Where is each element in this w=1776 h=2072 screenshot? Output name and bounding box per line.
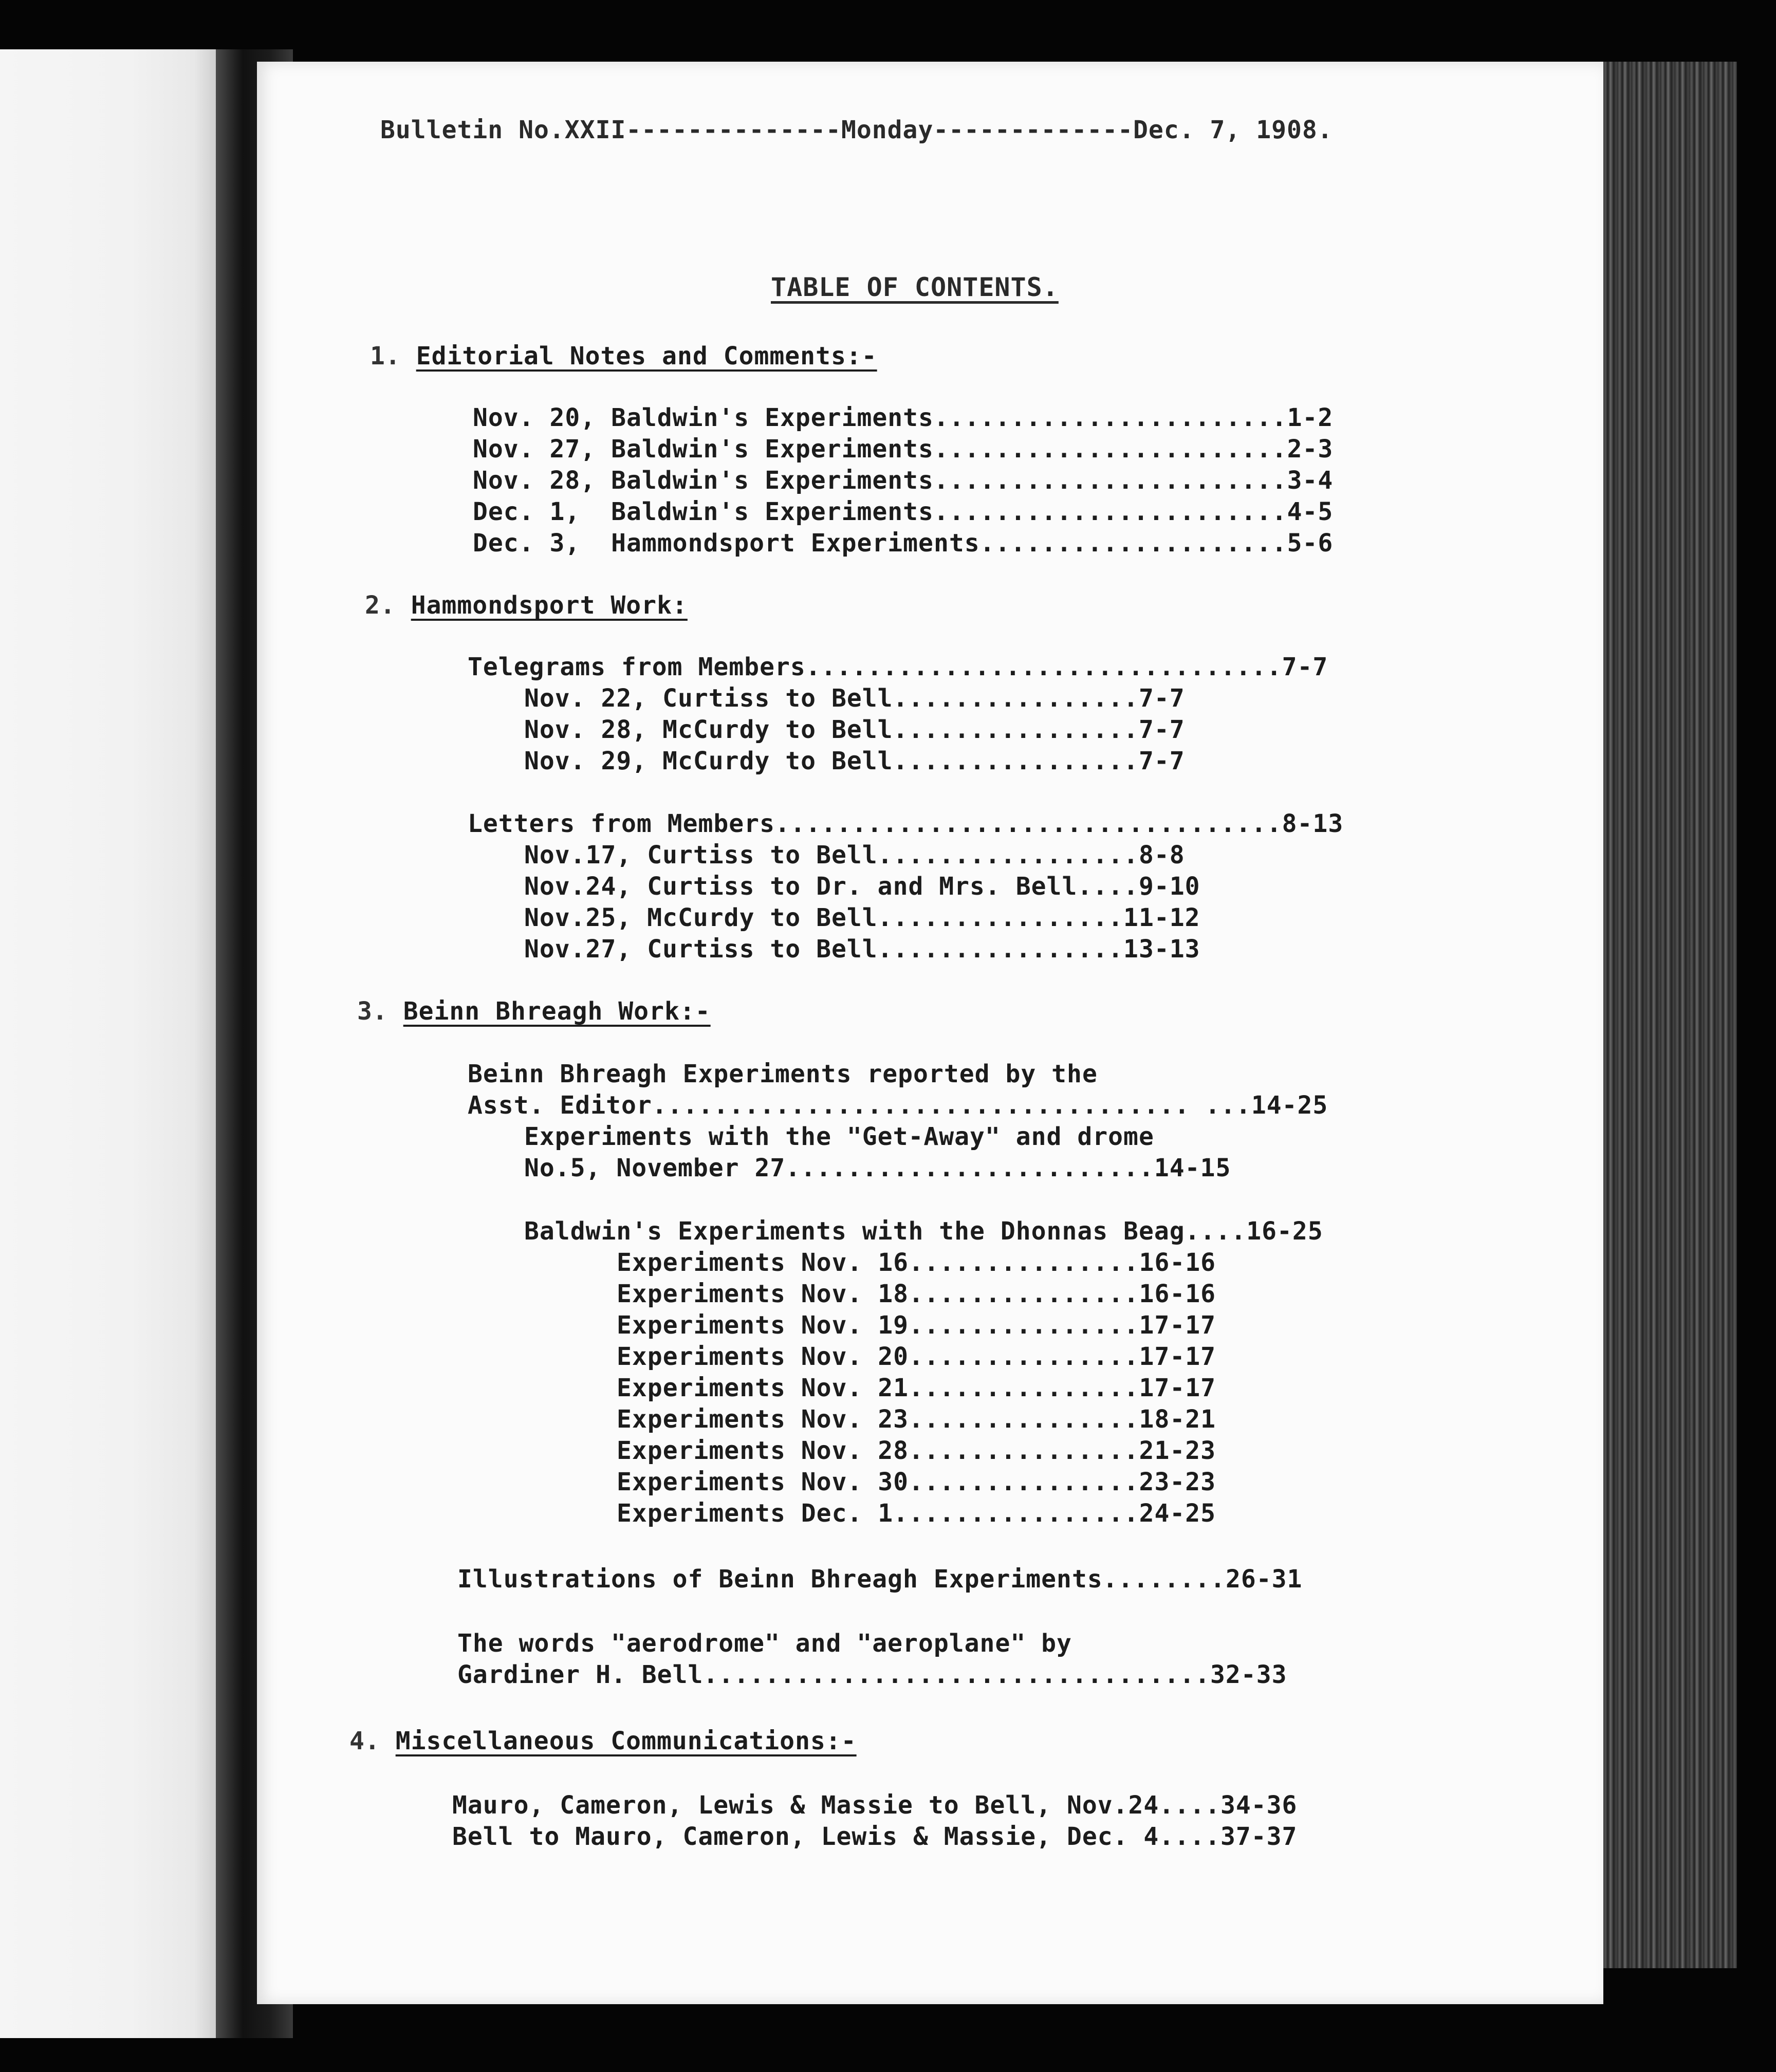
entry-text: Illustrations of Beinn Bhreagh Experiments. (457, 1565, 1118, 1594)
left-facing-page (0, 49, 216, 2038)
toc-entry (468, 653, 1328, 681)
toc-entry (468, 1091, 1328, 1120)
page-range: 11-12 (1123, 903, 1200, 932)
entry-text: Experiments Nov. 30. (617, 1468, 924, 1496)
dot-leader: ............... (909, 1499, 1139, 1528)
page-range: 5-6 (1287, 529, 1334, 558)
toc-subsubentry (617, 1311, 1216, 1340)
toc-subentry (524, 747, 1185, 775)
dot-leader: .............. (923, 1468, 1139, 1496)
dot-leader: ................ (893, 841, 1139, 869)
entry-text: Experiments Nov. 20. (617, 1342, 924, 1371)
page-range: 16-16 (1139, 1248, 1216, 1277)
toc-subsubentry (617, 1499, 1216, 1528)
dot-leader: .................................. ... (667, 1091, 1251, 1120)
entry-text: Experiments Nov. 16. (617, 1248, 924, 1277)
entry-text: Baldwin's Experiments with the Dhonnas Beag. (524, 1217, 1200, 1246)
section-heading (365, 591, 688, 620)
toc-subsubentry (617, 1374, 1216, 1402)
dot-leader: ...................... (949, 435, 1287, 464)
page-range: 16-25 (1246, 1217, 1323, 1246)
toc-entry (473, 497, 1333, 526)
dot-leader: ............... (893, 935, 1124, 964)
entry-text: Nov. 28, Baldwin's Experiments. (473, 466, 949, 495)
dot-leader: ............... (908, 747, 1139, 775)
toc-subsubentry (617, 1248, 1216, 1277)
section-title: Beinn Bhreagh Work:- (403, 997, 711, 1026)
toc-subentry (524, 715, 1185, 744)
entry-text: Nov.17, Curtiss to Bell. (524, 841, 893, 869)
dot-leader: .............. (923, 1405, 1139, 1434)
toc-subentry-line: Experiments with the "Get-Away" and drome (524, 1122, 1154, 1151)
toc-subsubentry (617, 1405, 1216, 1434)
page-range: 23-23 (1139, 1468, 1216, 1496)
dot-leader: ............... (908, 684, 1139, 713)
section-title: Editorial Notes and Comments:- (416, 342, 877, 371)
entry-text: Nov. 27, Baldwin's Experiments. (473, 435, 949, 464)
entry-text: Dec. 3, Hammondsport Experiments. (473, 529, 995, 558)
dot-leader: ...................... (949, 466, 1287, 495)
toc-entry (473, 435, 1333, 464)
entry-text: Nov.25, McCurdy to Bell. (524, 903, 893, 932)
entry-text: Nov.27, Curtiss to Bell. (524, 935, 893, 964)
dot-leader: ................................ (790, 809, 1282, 838)
toc-subentry (524, 684, 1185, 713)
entry-text: Mauro, Cameron, Lewis & Massie to Bell, Nov.24. (452, 1791, 1175, 1820)
section-title: Miscellaneous Communications:- (395, 1727, 857, 1755)
section-number: 2. (365, 591, 396, 620)
section-heading (357, 997, 711, 1026)
toc-subentry (524, 935, 1200, 964)
entry-text: Telegrams from Members. (468, 653, 821, 681)
page-range: 14-15 (1154, 1154, 1231, 1182)
page-range: 8-8 (1138, 841, 1185, 869)
entry-text: Nov. 22, Curtiss to Bell. (524, 684, 909, 713)
dot-leader: .............. (923, 1311, 1139, 1340)
toc-subentry (524, 1154, 1231, 1182)
toc-entry-line: The words "aerodrome" and "aeroplane" by (457, 1629, 1072, 1658)
page-range: 18-21 (1139, 1405, 1216, 1434)
dot-leader: ....................... (801, 1154, 1154, 1182)
page-range: 37-37 (1220, 1822, 1298, 1851)
section-number: 3. (357, 997, 388, 1026)
page-range: 17-17 (1139, 1311, 1216, 1340)
section-heading (349, 1727, 857, 1755)
entry-text: Experiments Dec. 1. (617, 1499, 909, 1528)
entry-text: No.5, November 27. (524, 1154, 801, 1182)
page-range: 34-36 (1220, 1791, 1298, 1820)
toc-subsubentry (617, 1468, 1216, 1496)
entry-text: Nov. 28, McCurdy to Bell. (524, 715, 909, 744)
page-range: 26-31 (1225, 1565, 1303, 1594)
toc-entry (473, 403, 1333, 432)
page-range: 7-7 (1138, 747, 1185, 775)
toc-subentry (524, 841, 1185, 869)
toc-entry (457, 1660, 1287, 1689)
entry-text: Nov. 29, McCurdy to Bell. (524, 747, 909, 775)
toc-entry-line: Beinn Bhreagh Experiments reported by the (468, 1060, 1098, 1088)
dot-leader: ....... (1118, 1565, 1226, 1594)
dot-leader: .............. (923, 1248, 1139, 1277)
page-range: 17-17 (1139, 1374, 1216, 1402)
entry-text: Dec. 1, Baldwin's Experiments. (473, 497, 949, 526)
page-range: 24-25 (1139, 1499, 1216, 1528)
section-title: Hammondsport Work: (411, 591, 688, 620)
dot-leader: .............. (923, 1280, 1139, 1308)
entry-text: Experiments Nov. 28. (617, 1436, 924, 1465)
toc-entry (473, 466, 1333, 495)
entry-text: Experiments Nov. 21. (617, 1374, 924, 1402)
page-range: 13-13 (1123, 935, 1200, 964)
page-range: 9-10 (1138, 872, 1200, 901)
page-range: 3-4 (1287, 466, 1334, 495)
dot-leader: .............. (923, 1436, 1139, 1465)
toc-entry (457, 1565, 1302, 1594)
dot-leader: ... (1174, 1822, 1220, 1851)
entry-text: Gardiner H. Bell. (457, 1660, 719, 1689)
page-range: 7-7 (1138, 715, 1185, 744)
dot-leader: ................................ (718, 1660, 1211, 1689)
page-range: 21-23 (1139, 1436, 1216, 1465)
toc-entry (468, 809, 1343, 838)
toc-subsubentry (617, 1436, 1216, 1465)
entry-text: Experiments Nov. 19. (617, 1311, 924, 1340)
entry-text: Nov. 20, Baldwin's Experiments. (473, 403, 949, 432)
page-range: 32-33 (1210, 1660, 1287, 1689)
section-number: 1. (370, 342, 401, 371)
toc-title: TABLE OF CONTENTS. (771, 272, 1059, 302)
toc-entry (473, 529, 1333, 558)
page-range: 7-7 (1282, 653, 1328, 681)
entry-text: Letters from Members. (468, 809, 790, 838)
dot-leader: ... (1093, 872, 1139, 901)
page-range: 4-5 (1287, 497, 1334, 526)
page-range: 16-16 (1139, 1280, 1216, 1308)
toc-entry (452, 1791, 1297, 1820)
dot-leader: .............................. (821, 653, 1282, 681)
entry-text: Bell to Mauro, Cameron, Lewis & Massie, Dec. 4. (452, 1822, 1175, 1851)
dot-leader: ...................... (949, 403, 1287, 432)
toc-subentry (524, 903, 1200, 932)
toc-entry (452, 1822, 1297, 1851)
page-stack-edge (1588, 62, 1737, 1968)
page-range: 17-17 (1139, 1342, 1216, 1371)
dot-leader: ...................... (949, 497, 1287, 526)
page-range: 7-7 (1138, 684, 1185, 713)
entry-text: Nov.24, Curtiss to Dr. and Mrs. Bell. (524, 872, 1093, 901)
section-number: 4. (349, 1727, 380, 1755)
bulletin-header: Bulletin No.XXII--------------Monday-------------Dec. 7, 1908. (380, 116, 1333, 144)
section-heading (370, 342, 877, 371)
page-range: 2-3 (1287, 435, 1334, 464)
page-range: 1-2 (1287, 403, 1334, 432)
toc-subsubentry (617, 1342, 1216, 1371)
dot-leader: ................... (995, 529, 1287, 558)
toc-subsubentry (617, 1280, 1216, 1308)
dot-leader: .............. (923, 1374, 1139, 1402)
toc-subentry (524, 872, 1200, 901)
dot-leader: ... (1174, 1791, 1220, 1820)
page-range: 8-13 (1282, 809, 1344, 838)
dot-leader: ... (1200, 1217, 1247, 1246)
toc-subentry (524, 1217, 1323, 1246)
dot-leader: .............. (923, 1342, 1139, 1371)
entry-text: Experiments Nov. 23. (617, 1405, 924, 1434)
dot-leader: ............... (908, 715, 1139, 744)
document-page (257, 62, 1603, 2004)
dot-leader: ............... (893, 903, 1124, 932)
entry-text: Experiments Nov. 18. (617, 1280, 924, 1308)
entry-text: Asst. Editor. (468, 1091, 668, 1120)
page-range: 14-25 (1251, 1091, 1328, 1120)
